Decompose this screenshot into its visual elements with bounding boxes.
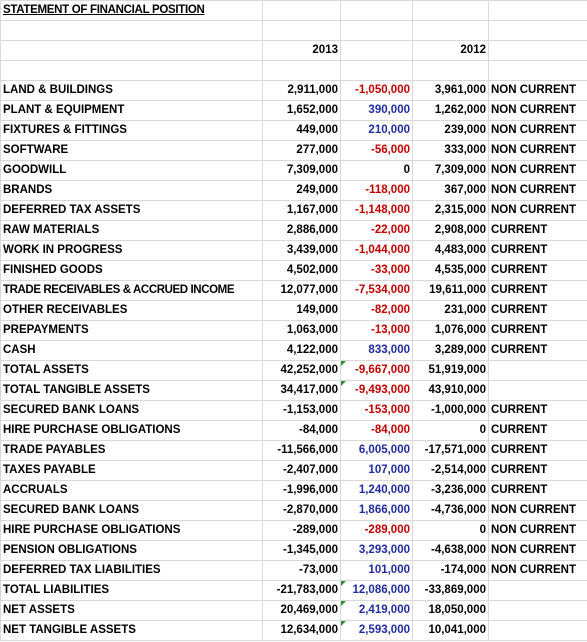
table-row <box>1 501 587 521</box>
classification[interactable]: NON CURRENT <box>489 121 587 141</box>
row-label[interactable]: PLANT & EQUIPMENT <box>1 101 263 121</box>
value-2012[interactable]: -3,236,000 <box>413 481 489 501</box>
row-label[interactable]: CASH <box>1 341 263 361</box>
value-2013[interactable]: 34,417,000 <box>263 381 341 401</box>
classification[interactable]: NON CURRENT <box>489 501 587 521</box>
value-2013[interactable]: 277,000 <box>263 141 341 161</box>
value-change[interactable]: 6,005,000 <box>341 441 413 461</box>
value-2012[interactable]: 3,961,000 <box>413 81 489 101</box>
table-row <box>1 321 587 341</box>
value-change[interactable]: -1,050,000 <box>341 81 413 101</box>
value-change[interactable]: -7,534,000 <box>341 281 413 301</box>
value-2012[interactable]: 10,041,000 <box>413 621 489 641</box>
classification[interactable]: NON CURRENT <box>489 101 587 121</box>
value-change[interactable]: -9,493,000 <box>341 381 413 401</box>
classification[interactable] <box>489 581 587 601</box>
classification[interactable]: CURRENT <box>489 221 587 241</box>
value-2013[interactable]: -1,996,000 <box>263 481 341 501</box>
table-row <box>1 181 587 201</box>
row-label[interactable]: TOTAL ASSETS <box>1 361 263 381</box>
value-2012[interactable]: 333,000 <box>413 141 489 161</box>
row-label[interactable]: PREPAYMENTS <box>1 321 263 341</box>
value-2013[interactable]: -2,407,000 <box>263 461 341 481</box>
classification[interactable]: NON CURRENT <box>489 521 587 541</box>
value-change[interactable]: -22,000 <box>341 221 413 241</box>
value-2013[interactable]: 449,000 <box>263 121 341 141</box>
value-2012[interactable]: -1,000,000 <box>413 401 489 421</box>
classification[interactable]: CURRENT <box>489 441 587 461</box>
value-2012[interactable]: -174,000 <box>413 561 489 581</box>
row-label[interactable]: BRANDS <box>1 181 263 201</box>
value-2012[interactable]: 231,000 <box>413 301 489 321</box>
row-label[interactable]: FIXTURES & FITTINGS <box>1 121 263 141</box>
row-label[interactable]: TAXES PAYABLE <box>1 461 263 481</box>
value-2012[interactable]: 7,309,000 <box>413 161 489 181</box>
classification[interactable]: NON CURRENT <box>489 161 587 181</box>
value-2012[interactable]: -2,514,000 <box>413 461 489 481</box>
row-label[interactable]: ACCRUALS <box>1 481 263 501</box>
value-change[interactable]: 390,000 <box>341 101 413 121</box>
row-label[interactable]: HIRE PURCHASE OBLIGATIONS <box>1 421 263 441</box>
value-2013[interactable]: 2,911,000 <box>263 81 341 101</box>
table-row <box>1 201 587 221</box>
classification[interactable]: NON CURRENT <box>489 561 587 581</box>
value-2012[interactable]: -17,571,000 <box>413 441 489 461</box>
value-2012[interactable]: -4,736,000 <box>413 501 489 521</box>
value-2012[interactable]: -33,869,000 <box>413 581 489 601</box>
value-2013[interactable]: 1,063,000 <box>263 321 341 341</box>
row-label[interactable]: NET ASSETS <box>1 601 263 621</box>
value-2013[interactable]: 3,439,000 <box>263 241 341 261</box>
value-2013[interactable]: 4,122,000 <box>263 341 341 361</box>
value-2012[interactable]: 1,076,000 <box>413 321 489 341</box>
row-label[interactable]: DEFERRED TAX ASSETS <box>1 201 263 221</box>
row-label[interactable]: NET TANGIBLE ASSETS <box>1 621 263 641</box>
year-prior-header[interactable]: 2012 <box>413 41 489 61</box>
cell[interactable] <box>341 61 413 81</box>
cell[interactable] <box>489 41 587 61</box>
table-row <box>1 241 587 261</box>
row-label[interactable]: LAND & BUILDINGS <box>1 81 263 101</box>
classification[interactable]: CURRENT <box>489 401 587 421</box>
classification[interactable]: CURRENT <box>489 261 587 281</box>
classification[interactable]: CURRENT <box>489 341 587 361</box>
value-change[interactable]: 1,866,000 <box>341 501 413 521</box>
value-2013[interactable]: 1,167,000 <box>263 201 341 221</box>
value-2013[interactable]: 12,077,000 <box>263 281 341 301</box>
value-change[interactable]: 107,000 <box>341 461 413 481</box>
classification[interactable] <box>489 381 587 401</box>
value-2013[interactable]: -1,153,000 <box>263 401 341 421</box>
value-2013[interactable]: 20,469,000 <box>263 601 341 621</box>
value-2013[interactable]: -73,000 <box>263 561 341 581</box>
cell[interactable] <box>1 61 263 81</box>
value-change[interactable]: 210,000 <box>341 121 413 141</box>
value-change[interactable]: -33,000 <box>341 261 413 281</box>
value-2012[interactable]: 2,908,000 <box>413 221 489 241</box>
blank-row <box>1 61 587 81</box>
value-2013[interactable]: -11,566,000 <box>263 441 341 461</box>
table-row <box>1 561 587 581</box>
value-2013[interactable]: 1,652,000 <box>263 101 341 121</box>
value-change[interactable]: 0 <box>341 161 413 181</box>
row-label[interactable]: WORK IN PROGRESS <box>1 241 263 261</box>
value-2012[interactable]: 51,919,000 <box>413 361 489 381</box>
value-2012[interactable]: 2,315,000 <box>413 201 489 221</box>
cell[interactable] <box>413 1 489 21</box>
value-2013[interactable]: 7,309,000 <box>263 161 341 181</box>
row-label[interactable]: TOTAL TANGIBLE ASSETS <box>1 381 263 401</box>
classification[interactable] <box>489 621 587 641</box>
cell[interactable] <box>263 1 341 21</box>
table-row <box>1 341 587 361</box>
table-row <box>1 301 587 321</box>
value-2012[interactable]: 3,289,000 <box>413 341 489 361</box>
table-row <box>1 261 587 281</box>
value-change[interactable]: 12,086,000 <box>341 581 413 601</box>
table-row <box>1 81 587 101</box>
classification[interactable]: CURRENT <box>489 281 587 301</box>
row-label[interactable]: SECURED BANK LOANS <box>1 401 263 421</box>
value-2013[interactable]: 4,502,000 <box>263 261 341 281</box>
classification[interactable]: CURRENT <box>489 421 587 441</box>
classification[interactable]: CURRENT <box>489 461 587 481</box>
value-2012[interactable]: 19,611,000 <box>413 281 489 301</box>
row-label[interactable]: RAW MATERIALS <box>1 221 263 241</box>
value-change[interactable]: -82,000 <box>341 301 413 321</box>
cell[interactable] <box>489 61 587 81</box>
value-2013[interactable]: -2,870,000 <box>263 501 341 521</box>
cell[interactable] <box>1 21 263 41</box>
value-change[interactable]: 1,240,000 <box>341 481 413 501</box>
table-row <box>1 541 587 561</box>
value-2012[interactable]: 4,535,000 <box>413 261 489 281</box>
cell[interactable] <box>341 41 413 61</box>
value-change[interactable]: -153,000 <box>341 401 413 421</box>
value-2013[interactable]: 42,252,000 <box>263 361 341 381</box>
table-row <box>1 421 587 441</box>
classification[interactable] <box>489 361 587 381</box>
table-row <box>1 621 587 641</box>
table-row <box>1 161 587 181</box>
table-row <box>1 121 587 141</box>
table-row <box>1 221 587 241</box>
table-row <box>1 101 587 121</box>
cell[interactable] <box>341 21 413 41</box>
value-2012[interactable]: 43,910,000 <box>413 381 489 401</box>
sheet-title[interactable]: STATEMENT OF FINANCIAL POSITION <box>1 1 263 21</box>
row-label[interactable]: FINISHED GOODS <box>1 261 263 281</box>
value-2013[interactable]: -289,000 <box>263 521 341 541</box>
table-row <box>1 401 587 421</box>
value-change[interactable]: -9,667,000 <box>341 361 413 381</box>
value-2012[interactable]: 4,483,000 <box>413 241 489 261</box>
value-2012[interactable]: 1,262,000 <box>413 101 489 121</box>
row-label[interactable]: OTHER RECEIVABLES <box>1 301 263 321</box>
classification[interactable] <box>489 601 587 621</box>
cell[interactable] <box>489 1 587 21</box>
row-label[interactable]: TRADE PAYABLES <box>1 441 263 461</box>
value-2013[interactable]: 249,000 <box>263 181 341 201</box>
value-2012[interactable]: 18,050,000 <box>413 601 489 621</box>
value-change[interactable]: 2,419,000 <box>341 601 413 621</box>
value-change[interactable]: -118,000 <box>341 181 413 201</box>
value-2013[interactable]: 2,886,000 <box>263 221 341 241</box>
classification[interactable]: CURRENT <box>489 481 587 501</box>
row-label[interactable]: PENSION OBLIGATIONS <box>1 541 263 561</box>
cell[interactable] <box>413 61 489 81</box>
value-2012[interactable]: 0 <box>413 421 489 441</box>
classification[interactable]: NON CURRENT <box>489 541 587 561</box>
table-row <box>1 441 587 461</box>
table-row <box>1 521 587 541</box>
value-2013[interactable]: 12,634,000 <box>263 621 341 641</box>
value-change[interactable]: -289,000 <box>341 521 413 541</box>
value-change[interactable]: 833,000 <box>341 341 413 361</box>
value-2012[interactable]: 0 <box>413 521 489 541</box>
classification[interactable]: NON CURRENT <box>489 81 587 101</box>
year-current-header[interactable]: 2013 <box>263 41 341 61</box>
value-2012[interactable]: 239,000 <box>413 121 489 141</box>
table-row <box>1 381 587 401</box>
value-change[interactable]: -1,044,000 <box>341 241 413 261</box>
value-change[interactable]: 2,593,000 <box>341 621 413 641</box>
value-2012[interactable]: -4,638,000 <box>413 541 489 561</box>
value-change[interactable]: -84,000 <box>341 421 413 441</box>
cell[interactable] <box>341 1 413 21</box>
value-change[interactable]: -13,000 <box>341 321 413 341</box>
row-label[interactable]: GOODWILL <box>1 161 263 181</box>
row-label[interactable]: SECURED BANK LOANS <box>1 501 263 521</box>
classification[interactable]: CURRENT <box>489 301 587 321</box>
cell[interactable] <box>263 61 341 81</box>
cell[interactable] <box>413 21 489 41</box>
value-2013[interactable]: -1,345,000 <box>263 541 341 561</box>
classification[interactable]: NON CURRENT <box>489 201 587 221</box>
row-label[interactable]: TRADE RECEIVABLES & ACCRUED INCOME <box>1 281 263 301</box>
title-row <box>1 1 587 21</box>
value-change[interactable]: -56,000 <box>341 141 413 161</box>
value-change[interactable]: 3,293,000 <box>341 541 413 561</box>
table-row <box>1 461 587 481</box>
blank-row <box>1 21 587 41</box>
year-header-row <box>1 41 587 61</box>
value-2013[interactable]: -84,000 <box>263 421 341 441</box>
row-label[interactable]: SOFTWARE <box>1 141 263 161</box>
row-label[interactable]: DEFERRED TAX LIABILITIES <box>1 561 263 581</box>
table-row <box>1 581 587 601</box>
classification[interactable]: NON CURRENT <box>489 141 587 161</box>
cell[interactable] <box>1 41 263 61</box>
classification[interactable]: CURRENT <box>489 321 587 341</box>
value-change[interactable]: 101,000 <box>341 561 413 581</box>
value-2012[interactable]: 367,000 <box>413 181 489 201</box>
classification[interactable]: NON CURRENT <box>489 181 587 201</box>
value-2013[interactable]: 149,000 <box>263 301 341 321</box>
value-2013[interactable]: -21,783,000 <box>263 581 341 601</box>
table-row <box>1 281 587 301</box>
table-row <box>1 601 587 621</box>
classification[interactable]: CURRENT <box>489 241 587 261</box>
table-row <box>1 361 587 381</box>
row-label[interactable]: TOTAL LIABILITIES <box>1 581 263 601</box>
table-row <box>1 481 587 501</box>
table-row <box>1 141 587 161</box>
value-change[interactable]: -1,148,000 <box>341 201 413 221</box>
cell[interactable] <box>263 21 341 41</box>
row-label[interactable]: HIRE PURCHASE OBLIGATIONS <box>1 521 263 541</box>
cell[interactable] <box>489 21 587 41</box>
